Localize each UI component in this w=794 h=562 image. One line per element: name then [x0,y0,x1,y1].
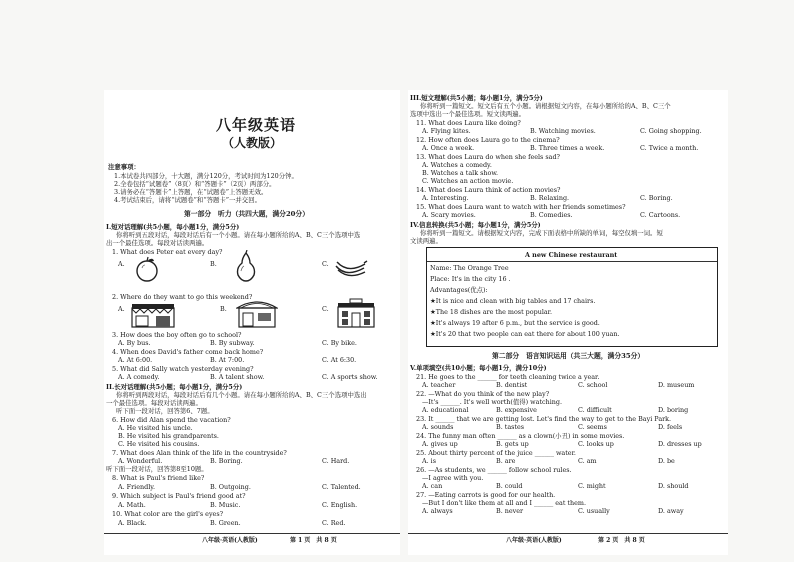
q10-option-c: C. Red. [322,519,346,527]
q5-option-a: A. A comedy. [118,373,160,381]
section-5-heading: V.单项填空(共10小题；每小题1分，满分10分) [410,364,547,372]
section-1-directions-2: 出一个最佳选项。每段对话读两遍。 [106,239,209,247]
q8-option-a: A. Friendly. [118,483,156,491]
q27-option-c: C. usually [578,507,610,515]
q26-option-d: D. should [658,482,689,490]
q4-option-a: A. At 6:00. [118,356,153,364]
q10-option-a: A. Black. [118,519,147,527]
section-4-heading: IV.信息转换(共5小题；每小题1分，满分5分) [410,221,541,229]
q7-option-a: A. Wonderful. [118,457,163,465]
q5-option-c: C. A sports show. [322,373,378,381]
question-22-line-1: 22. —What do you think of the new play? [416,390,550,398]
q9-option-b: B. Music. [210,501,241,509]
q22-option-a: A. educational [422,406,469,414]
section-2-directions-1: 你将听到两段对话，每段对话后有几个小题。请在每小题所给的A、B、C三个选项中选出 [116,391,367,399]
question-13: 13. What does Laura do when she feels sad? [416,153,560,161]
question-11: 11. What does Laura like doing? [416,119,521,127]
section-2-sub-1: 听下面一段对话，回答第6、7题。 [116,407,214,415]
question-24: 24. The funny man often ______ as a clown(小丑) in some movies. [416,432,625,440]
q1-label-a: A. [118,260,125,268]
footer-rule [408,533,728,534]
q4-option-c: C. At 6:30. [322,356,357,364]
pear-picture [234,250,258,282]
q13-option-c: C. Watches an action movie. [422,177,514,185]
q1-label-c: C. [322,260,329,268]
q24-option-a: A. gives up [422,440,458,448]
q11-option-c: C. Going shopping. [640,127,702,135]
q15-option-b: B. Comedies. [530,211,573,219]
info-row-name: Name: The Orange Tree [430,264,509,272]
q7-option-b: B. Boring. [210,457,243,465]
q24-option-c: C. looks up [578,440,614,448]
question-1: 1. What does Peter eat every day? [112,248,223,256]
info-row-blank-20: ★It's 20 that two people can eat there for about 100 yuan. [430,330,620,338]
q21-option-b: B. dentist [496,381,528,389]
library-building-picture [336,298,376,328]
q14-option-a: A. Interesting. [422,194,469,202]
question-3: 3. How does the boy often go to school? [112,331,242,339]
q23-option-b: B. tastes [496,423,525,431]
part-1-heading: 第一部分 听力（共四大题，满分20分） [184,210,310,218]
q15-option-c: C. Cartoons. [640,211,681,219]
q8-option-b: B. Outgoing. [210,483,251,491]
q13-option-b: B. Watches a talk show. [422,169,499,177]
info-table-divider [427,261,717,262]
notice-line-1: 1.本试卷共四部分，十大题，满分120分，考试时间为120分钟。 [114,172,298,180]
exam-edition: （人教版） [222,136,283,150]
q8-option-c: C. Talented. [322,483,361,491]
question-26-line-1: 26. —As students, we ______ follow school rules. [416,466,572,474]
bananas-picture [334,258,368,280]
notice-heading: 注意事项： [108,163,140,171]
q24-option-b: B. gets up [496,440,529,448]
section-3-directions-2: 选项中选出一个最佳选项。短文读两遍。 [410,110,526,118]
section-3-directions-1: 你将听到一篇短文。短文后有五个小题。请根据短文内容，在每小题所给的A、B、C三个 [420,102,671,110]
footer-rule [104,533,400,534]
question-8: 8. What is Paul's friend like? [112,474,205,482]
q7-option-c: C. Hard. [322,457,350,465]
section-1-heading: I.短对话理解(共5小题，每小题1分，满分5分) [106,223,240,231]
question-4: 4. When does David's father come back home? [112,348,264,356]
q11-option-a: A. Flying kites. [422,127,471,135]
q14-option-c: C. Boring. [640,194,673,202]
q9-option-a: A. Math. [118,501,146,509]
q22-option-d: D. boring [658,406,689,414]
q1-label-b: B. [210,260,217,268]
notice-line-2: 2.全卷包括“试题卷”（8页）和“答题卡”（2页）两部分。 [114,180,276,188]
question-25: 25. About thirty percent of the juice ______ water. [416,449,576,457]
info-row-blank-19: ★It's always 19 after 6 p.m., but the service is good. [430,319,600,327]
question-5: 5. What did Sally watch yesterday evening? [112,365,254,373]
section-3-heading: III.短文理解(共5小题；每小题1分，满分5分) [410,94,543,102]
q9-option-c: C. English. [322,501,358,509]
q25-option-c: C. am [578,457,597,465]
q4-option-b: B. At 7:00. [210,356,245,364]
section-4-directions-2: 文读两遍。 [410,237,442,245]
section-2-sub-2: 听下面一段对话，回答第8至10题。 [106,465,208,473]
q12-option-a: A. Once a week. [422,144,475,152]
q27-option-a: A. always [422,507,453,515]
section-2-heading: II.长对话理解(共5小题；每小题1分，满分5分) [106,383,243,391]
info-row-advantages: Advantages(优点): [430,286,488,294]
page-1-footer-subject: 八年级·英语(人教版) [202,537,258,544]
question-23: 23. It ______ that we are getting lost. Let's find the way to get to the Bayi Park. [416,415,672,423]
exam-page-1 [104,90,400,555]
q3-option-b: B. By subway. [210,339,255,347]
q3-option-c: C. By bike. [322,339,357,347]
exam-page-2 [408,90,728,555]
q23-option-d: D. feels [658,423,683,431]
q21-option-c: C. school [578,381,608,389]
q27-option-b: B. never [496,507,524,515]
shop-building-picture [130,300,176,328]
info-row-blank-18: ★The 18 dishes are the most popular. [430,308,553,316]
page-2-footer-subject: 八年级·英语(人教版) [506,537,562,544]
apple-picture [134,256,160,282]
q14-option-b: B. Relaxing. [530,194,570,202]
q2-label-a: A. [118,305,125,313]
q25-option-b: B. are [496,457,516,465]
q21-option-a: A. teacher [422,381,456,389]
question-2: 2. Where do they want to go this weekend? [112,293,253,301]
q22-option-c: C. difficult [578,406,612,414]
q2-label-c: C. [322,305,329,313]
page-2-footer-number: 第 2 页 共 8 页 [598,537,645,544]
section-4-directions-1: 你将听到一篇短文。请根据短文内容，完成下面表格中所缺的单词，每空仅填一词。短 [420,229,663,237]
q2-label-b: B. [220,305,227,313]
q26-option-b: B. could [496,482,523,490]
page-1-footer-number: 第 1 页 共 8 页 [290,537,337,544]
section-2-directions-2: 一个最佳选项。每段对话读两遍。 [106,399,202,407]
q3-option-a: A. By bus. [118,339,151,347]
notice-line-4: 4.考试结束后，请将“试题卷”和“答题卡”一并交回。 [114,196,261,204]
exam-title: 八年级英语 [216,116,297,134]
q6-option-a: A. He visited his uncle. [118,424,193,432]
question-15: 15. What does Laura want to watch with her friends sometimes? [416,203,626,211]
info-row-blank-17: ★It is nice and clean with big tables and 17 chairs. [430,297,596,305]
question-27-line-2: —But I don't like them at all and I ______ eat them. [422,499,586,507]
info-row-place: Place: It's in the city 16 . [430,275,511,283]
question-27-line-1: 27. —Eating carrots is good for our health. [416,491,556,499]
q27-option-d: D. away [658,507,684,515]
q10-option-b: B. Green. [210,519,241,527]
question-14: 14. What does Laura think of action movies? [416,186,561,194]
store-building-picture [236,298,278,328]
q5-option-b: B. A talent show. [210,373,265,381]
q26-option-c: C. might [578,482,606,490]
restaurant-info-table [426,247,718,347]
q12-option-c: C. Twice a month. [640,144,699,152]
q6-option-c: C. He visited his cousins. [118,440,200,448]
question-12: 12. How often does Laura go to the cinema? [416,136,560,144]
notice-line-3: 3.请务必在“答题卡”上答题，在“试题卷”上答题无效。 [114,188,268,196]
question-22-line-2: —It's ______. It's well worth(值得) watching. [422,398,562,406]
question-7: 7. What does Alan think of the life in the countryside? [112,449,287,457]
question-9: 9. Which subject is Paul's friend good at? [112,492,246,500]
q21-option-d: D. museum [658,381,695,389]
q15-option-a: A. Scary movies. [422,211,476,219]
section-1-directions-1: 你将听到五段对话，每段对话后有一个小题。请在每小题所给的A、B、C三个选项中选 [116,231,361,239]
question-21: 21. He goes to the ______ for teeth cleaning twice a year. [416,373,600,381]
q23-option-a: A. sounds [422,423,454,431]
q11-option-b: B. Watching movies. [530,127,596,135]
question-6: 6. How did Alan spend the vacation? [112,416,231,424]
q24-option-d: D. dresses up [658,440,702,448]
question-26-line-2: —I agree with you. [422,474,484,482]
q6-option-b: B. He visited his grandparents. [118,432,219,440]
q13-option-a: A. Watches a comedy. [422,161,492,169]
q25-option-a: A. is [422,457,437,465]
part-2-heading: 第二部分 语言知识运用（共三大题，满分35分） [492,352,645,360]
q12-option-b: B. Three times a week. [530,144,605,152]
info-table-title: A new Chinese restaurant [525,251,618,259]
q22-option-b: B. expensive [496,406,537,414]
q26-option-a: A. can [422,482,443,490]
q23-option-c: C. seems [578,423,607,431]
q25-option-d: D. be [658,457,675,465]
question-10: 10. What color are the girl's eyes? [112,510,224,518]
